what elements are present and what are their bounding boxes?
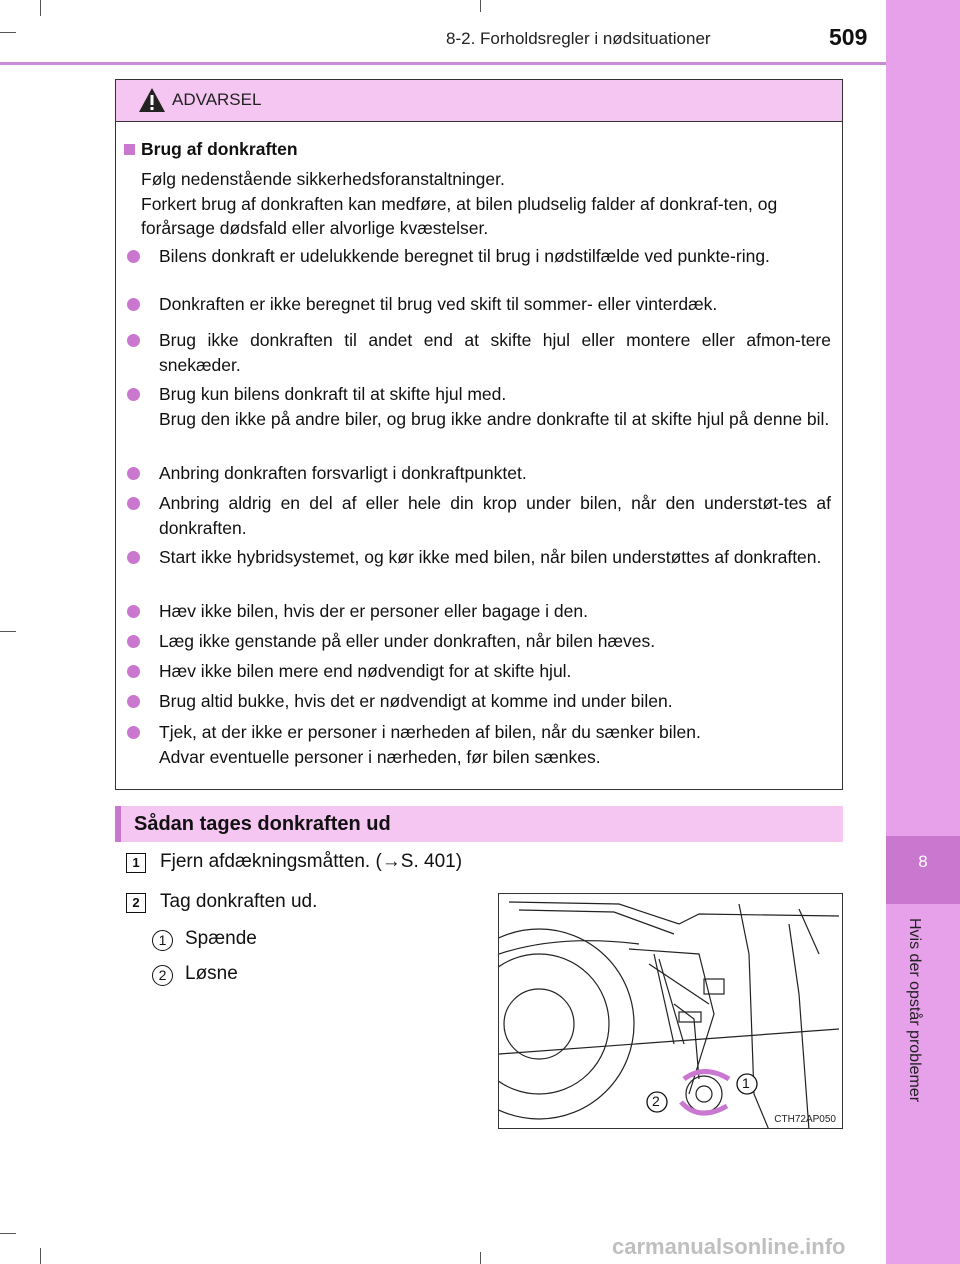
chapter-side-tab [886,0,960,1264]
bullet-dot-icon [127,298,140,311]
warning-header [116,80,842,122]
crop-mark [0,32,16,33]
header-rule [0,62,886,65]
watermark: carmanualsonline.info [612,1234,846,1259]
substep-number: 1 [152,930,173,951]
warning-bullet: Brug altid bukke, hvis det er nødvendigt at komme ind under bilen. [127,689,831,714]
figure-callout-2: 2 [652,1093,660,1109]
bullet-dot-icon [127,497,140,510]
jack-drawing [499,894,843,1129]
page-number: 509 [829,24,868,50]
bullet-dot-icon [127,467,140,480]
bullet-dot-icon [127,334,140,347]
warning-bullet: Tjek, at der ikke er personer i nærheden af bilen, når du sænker bilen. Advar eventuelle personer i nærheden, før bilen sænkes. [127,720,831,769]
bullet-dot-icon [127,665,140,678]
substep-number: 2 [152,965,173,986]
section-header: 8-2. Forholdsregler i nødsituationer [446,29,711,48]
warning-bullet: Brug kun bilens donkraft til at skifte hjul med. Brug den ikke på andre biler, og brug ikke andre donkrafte til at skifte hjul på denne bil. [127,382,831,431]
substep-text: Løsne [185,963,238,984]
crop-mark [0,1233,16,1234]
bullet-dot-icon [127,250,140,263]
bullet-dot-icon [127,635,140,648]
step-number-box: 2 [126,893,146,913]
warning-bullet: Hæv ikke bilen mere end nødvendigt for at skifte hjul. [127,659,831,684]
substep-text: Spænde [185,928,257,949]
bullet-dot-icon [127,695,140,708]
crop-mark [480,0,481,12]
jack-illustration [498,893,843,1129]
figure-code: CTH72AP050 [774,1114,836,1125]
section-title-bar [115,806,843,842]
crop-mark [40,1248,41,1264]
step-number-box: 1 [126,853,146,873]
warning-bullet: Anbring aldrig en del af eller hele din krop under bilen, når den understøt-tes af donkraften. [127,491,831,540]
warning-bullet: Hæv ikke bilen, hvis der er personer eller bagage i den. [127,599,831,624]
warning-bullet: Brug ikke donkraften til andet end at skifte hjul eller montere eller afmon-tere snekæder. [127,328,831,377]
crop-mark [40,0,41,16]
chapter-title: Hvis der opstår problemer [906,918,923,1103]
bullet-dot-icon [127,388,140,401]
square-bullet-icon [124,144,135,155]
step-text: Tag donkraften ud. [160,891,318,912]
warning-subtitle: Brug af donkraften [124,139,298,160]
warning-label: ADVARSEL [172,90,262,109]
chapter-number: 8 [918,852,928,871]
bullet-dot-icon [127,551,140,564]
section-accent [115,806,121,842]
bullet-dot-icon [127,726,140,739]
warning-bullet: Læg ikke genstande på eller under donkraften, når bilen hæves. [127,629,831,654]
warning-bullet: Start ikke hybridsystemet, og kør ikke med bilen, når bilen understøttes af donkraften. [127,545,831,570]
warning-bullet: Anbring donkraften forsvarligt i donkraftpunktet. [127,461,831,486]
warning-bullet: Bilens donkraft er udelukkende beregnet til brug i nødstilfælde ved punkte-ring. [127,244,831,269]
bullet-dot-icon [127,605,140,618]
crop-mark [480,1252,481,1264]
figure-callout-1: 1 [742,1075,750,1091]
warning-bullet: Donkraften er ikke beregnet til brug ved skift til sommer- eller vinterdæk. [127,292,831,317]
section-title: Sådan tages donkraften ud [134,813,391,835]
warning-intro: Følg nedenstående sikkerhedsforanstaltninger. Forkert brug af donkraften kan medføre, at bilen pludselig falder af donkraf-ten, og forårsage dødsfald eller alvorlige kvæstelser. [141,169,778,238]
step-text: Fjern afdækningsmåtten. (→S. 401) [160,851,463,872]
crop-mark [0,631,16,632]
warning-triangle-icon [138,87,166,113]
